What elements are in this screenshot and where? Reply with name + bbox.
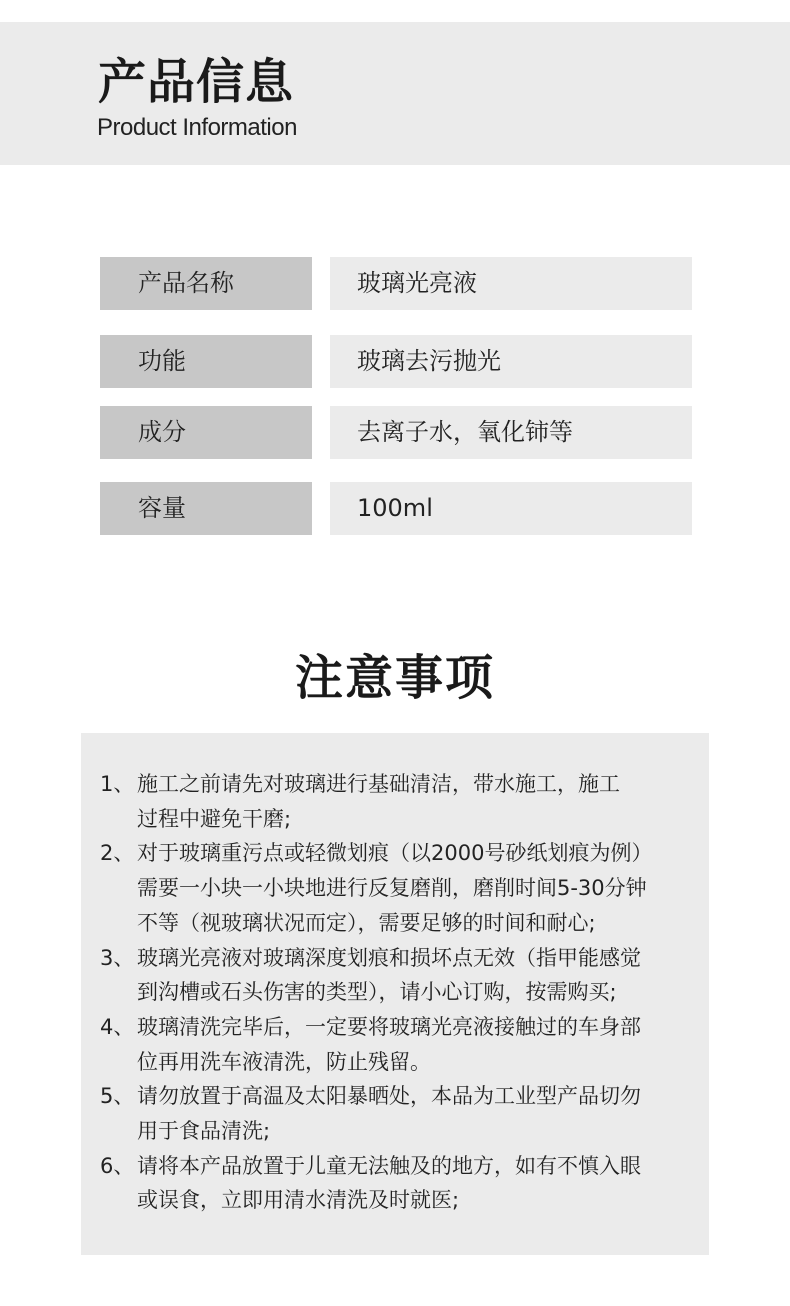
- note-line: 到沟槽或石头伤害的类型），请小心订购，按需购买;: [137, 980, 617, 1005]
- note-item: [100, 767, 700, 836]
- info-value: 100ml: [357, 494, 433, 522]
- note-item: [100, 1010, 700, 1079]
- notes-box: [81, 733, 709, 1255]
- info-label: 产品名称: [138, 269, 234, 297]
- note-number: 3、: [100, 945, 135, 970]
- info-row-function: [100, 335, 692, 388]
- info-label: 功能: [138, 347, 186, 375]
- section-title-notes: 注意事项: [294, 650, 495, 706]
- info-value: 去离子水，氧化铈等: [357, 418, 573, 446]
- note-line: 或误食，立即用清水清洗及时就医;: [137, 1188, 460, 1213]
- note-number: 4、: [100, 1014, 135, 1039]
- note-line: 请勿放置于高温及太阳暴晒处，本品为工业型产品切勿: [137, 1084, 641, 1109]
- note-line: 过程中避免干磨;: [137, 806, 292, 831]
- info-value-cell: [330, 406, 692, 459]
- info-value: 玻璃光亮液: [357, 269, 477, 297]
- note-line: 玻璃光亮液对玻璃深度划痕和损坏点无效（指甲能感觉: [137, 945, 641, 970]
- note-line: 需要一小块一小块地进行反复磨削，磨削时间5-30分钟: [137, 876, 647, 901]
- note-line: 不等（视玻璃状况而定），需要足够的时间和耐心;: [137, 910, 596, 935]
- note-line: 用于食品清洗;: [137, 1119, 271, 1144]
- info-row-capacity: [100, 482, 692, 535]
- note-line: 玻璃清洗完毕后，一定要将玻璃光亮液接触过的车身部: [137, 1014, 641, 1039]
- info-value-cell: [330, 482, 692, 535]
- note-item: [100, 1079, 700, 1148]
- note-line: 施工之前请先对玻璃进行基础清洁，带水施工，施工: [137, 772, 620, 796]
- note-line: 对于玻璃重污点或轻微划痕（以2000号砂纸划痕为例）: [137, 841, 653, 866]
- info-value: 玻璃去污抛光: [357, 347, 501, 375]
- info-value-cell: [330, 335, 692, 388]
- section-title-product-info: 产品信息: [98, 54, 295, 110]
- info-label: 成分: [138, 418, 186, 446]
- note-line: 位再用洗车液清洗，防止残留。: [137, 1049, 431, 1074]
- note-number: 6、: [100, 1153, 135, 1178]
- info-label-cell: [100, 406, 312, 459]
- note-number: 1、: [100, 772, 135, 796]
- note-number: 2、: [100, 841, 135, 866]
- note-item: [100, 1149, 700, 1218]
- info-value-cell: [330, 257, 692, 310]
- section-subtitle-product-info: Product Information: [97, 114, 297, 141]
- note-number: 5、: [100, 1084, 135, 1109]
- info-row-name: [100, 257, 692, 310]
- note-item: [100, 836, 700, 940]
- note-item: [100, 941, 700, 1010]
- info-row-ingredients: [100, 406, 692, 459]
- info-label-cell: [100, 482, 312, 535]
- info-label: 容量: [138, 494, 186, 522]
- info-label-cell: [100, 335, 312, 388]
- info-label-cell: [100, 257, 312, 310]
- note-line: 请将本产品放置于儿童无法触及的地方，如有不慎入眼: [137, 1153, 641, 1178]
- notes-list: [100, 767, 700, 1218]
